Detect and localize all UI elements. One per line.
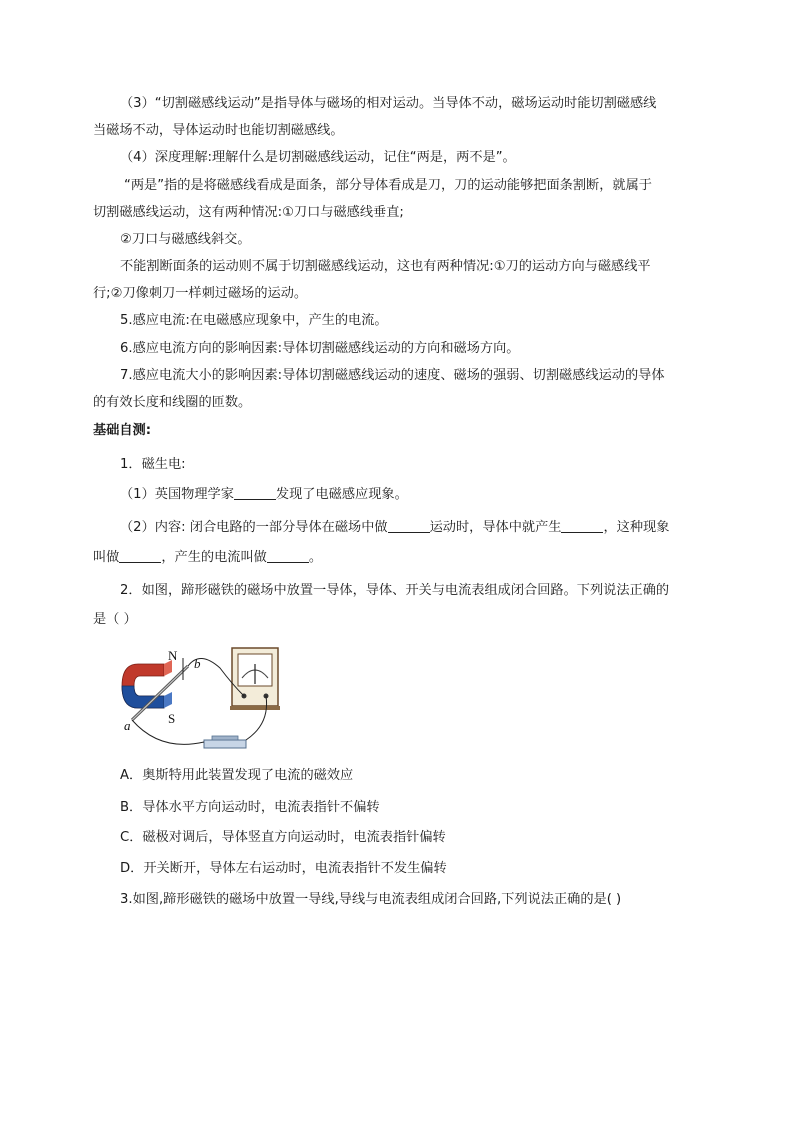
text-line: 的有效长度和线圈的匝数。 [93,395,252,410]
question-1-title: 1．磁生电: [120,457,186,472]
answer-blank[interactable] [234,485,276,500]
question-3-stem: 3.如图,蹄形磁铁的磁场中放置一导线,导线与电流表组成闭合回路,下列说法正确的是( ) [120,892,622,907]
label-n: N [168,648,178,663]
text-segment: 叫做 [93,550,120,565]
answer-blank[interactable] [561,518,603,533]
ammeter-base [230,706,280,710]
option-b[interactable]: B．导体水平方向运动时，电流表指针不偏转 [120,800,380,815]
option-d[interactable]: D．开关断开，导体左右运动时，电流表指针不发生偏转 [120,861,447,876]
electromagnetic-induction-figure [120,644,300,752]
text-line: 5.感应电流:在电磁感应现象中，产生的电流。 [120,313,388,328]
text-segment: （1）英国物理学家 [120,487,234,502]
text-line: ②刀口与磁感线斜交。 [120,232,251,247]
text-line: 切割磁感线运动，这有两种情况:①刀口与磁感线垂直; [93,205,404,220]
text-line: 行;②刀像刺刀一样刺过磁场的运动。 [93,286,308,301]
text-line: （3）“切割磁感线运动”是指导体与磁场的相对运动。当导体不动，磁场运动时能切割磁感线 [120,96,657,111]
label-a: a [124,718,131,733]
option-a[interactable]: A．奥斯特用此装置发现了电流的磁效应 [120,768,354,783]
switch-base [204,740,246,748]
question-2-stem: 2．如图，蹄形磁铁的磁场中放置一导体，导体、开关与电流表组成闭合回路。下列说法正确的 [120,583,670,598]
question-2-stem-cont: 是（ ） [93,612,137,627]
option-c[interactable]: C．磁极对调后，导体竖直方向运动时，电流表指针偏转 [120,830,446,845]
text-segment: 发现了电磁感应现象。 [275,487,408,502]
text-line: （4）深度理解:理解什么是切割磁感线运动，记住“两是，两不是”。 [120,150,516,165]
section-title: 基础自测: [93,423,152,438]
text-segment: 。 [308,550,323,565]
question-1-part-1 [120,485,408,505]
text-segment: ，产生的电流叫做 [161,550,267,565]
text-line: 7.感应电流大小的影响因素:导体切割磁感线运动的速度、磁场的强弱、切割磁感线运动的导体 [120,368,665,383]
label-s: S [168,711,176,726]
answer-blank[interactable] [388,518,430,533]
text-line: 不能割断面条的运动则不属于切割磁感线运动，这也有两种情况:①刀的运动方向与磁感线平 [120,259,651,274]
text-segment: （2）内容: 闭合电路的一部分导体在磁场中做 [120,520,388,535]
text-line: 6.感应电流方向的影响因素:导体切割磁感线运动的方向和磁场方向。 [120,341,520,356]
question-1-part-2 [120,518,669,538]
label-b: b [194,656,201,671]
answer-blank[interactable] [119,548,161,563]
text-segment: ，这种现象 [603,520,670,535]
magnet-bottom-face [164,692,172,708]
question-1-part-2-cont [93,548,322,568]
text-line: 当磁场不动，导体运动时也能切割磁感线。 [93,123,344,138]
text-segment: 运动时，导体中就产生 [429,520,562,535]
switch-blade [212,736,238,740]
text-line: “两是”指的是将磁感线看成是面条，部分导体看成是刀，刀的运动能够把面条割断，就属于 [124,178,652,193]
answer-blank[interactable] [267,548,309,563]
